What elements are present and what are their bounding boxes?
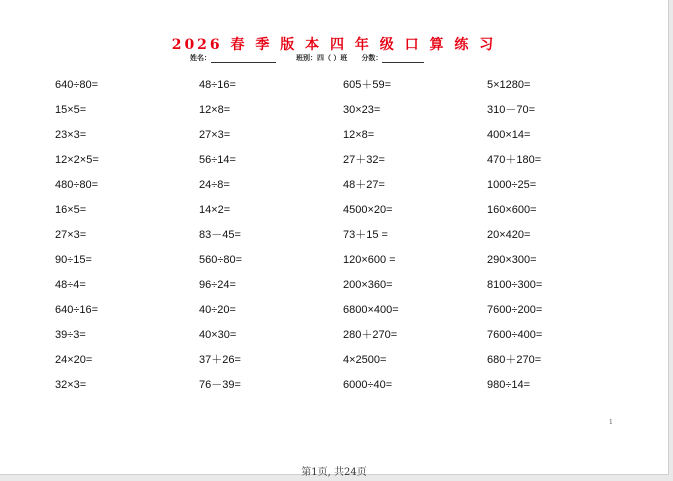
problem-cell: 290×300= [487,254,537,266]
student-info-line [190,53,450,63]
problem-cell: 15×5= [55,104,87,116]
problem-grid [55,79,597,404]
problem-cell: 12×2×5= [55,154,99,166]
problem-cell: 32×3= [55,379,87,391]
worksheet-title: 2026 春 季 版 本 四 年 级 口 算 练 习 [171,37,497,53]
problem-cell: 8100÷300= [487,279,543,291]
problem-cell: 23×3= [55,129,87,141]
problem-cell: 6000÷40= [343,379,393,391]
problem-cell: 40÷20= [199,304,236,316]
problem-cell: 640÷16= [55,304,99,316]
name-label: 姓名： [190,54,211,62]
problem-cell: 280＋270= [343,329,398,341]
problem-cell: 76－39= [199,379,241,391]
problem-cell: 310－70= [487,104,536,116]
problem-cell: 20×420= [487,229,531,241]
problem-cell: 560÷80= [199,254,243,266]
problem-cell: 7600÷400= [487,329,543,341]
problem-cell: 24÷8= [199,179,230,191]
problem-cell: 24×20= [55,354,93,366]
problem-cell: 640÷80= [55,79,99,91]
problem-cell: 73＋15 = [343,229,388,241]
problem-cell: 160×600= [487,204,537,216]
problem-cell: 5×1280= [487,79,531,91]
problem-cell: 48＋27= [343,179,385,191]
problem-cell: 6800×400= [343,304,399,316]
problem-cell: 30×23= [343,104,381,116]
problem-cell: 37＋26= [199,354,241,366]
problem-cell: 480÷80= [55,179,99,191]
problem-cell: 4×2500= [343,354,387,366]
problem-cell: 7600÷200= [487,304,543,316]
problem-cell: 90÷15= [55,254,92,266]
problem-cell: 14×2= [199,204,231,216]
problem-cell: 16×5= [55,204,87,216]
score-blank [382,62,424,63]
class-label: 班别：四（ ）班 [296,54,348,62]
problem-cell: 470＋180= [487,154,542,166]
problem-cell: 39÷3= [55,329,86,341]
score-label: 分数： [361,54,383,62]
problem-cell: 400×14= [487,129,531,141]
problem-cell: 27×3= [199,129,231,141]
problem-cell: 12×8= [199,104,231,116]
problem-cell: 56÷14= [199,154,236,166]
page-number: 1 [609,419,613,426]
problem-cell: 27×3= [55,229,87,241]
problem-cell: 1000÷25= [487,179,537,191]
problem-cell: 48÷4= [55,279,86,291]
problem-cell: 48÷16= [199,79,236,91]
problem-cell: 96÷24= [199,279,236,291]
problem-cell: 83－45= [199,229,241,241]
problem-cell: 4500×20= [343,204,393,216]
name-blank [211,62,276,63]
problem-cell: 40×30= [199,329,237,341]
problem-cell: 680＋270= [487,354,542,366]
problem-cell: 200×360= [343,279,393,291]
problem-cell: 12×8= [343,129,375,141]
problem-cell: 120×600 = [343,254,396,266]
problem-cell: 605＋59= [343,79,392,91]
page-footer: 第1页, 共24页 [301,467,367,478]
problem-cell: 980÷14= [487,379,531,391]
problem-cell: 27＋32= [343,154,385,166]
